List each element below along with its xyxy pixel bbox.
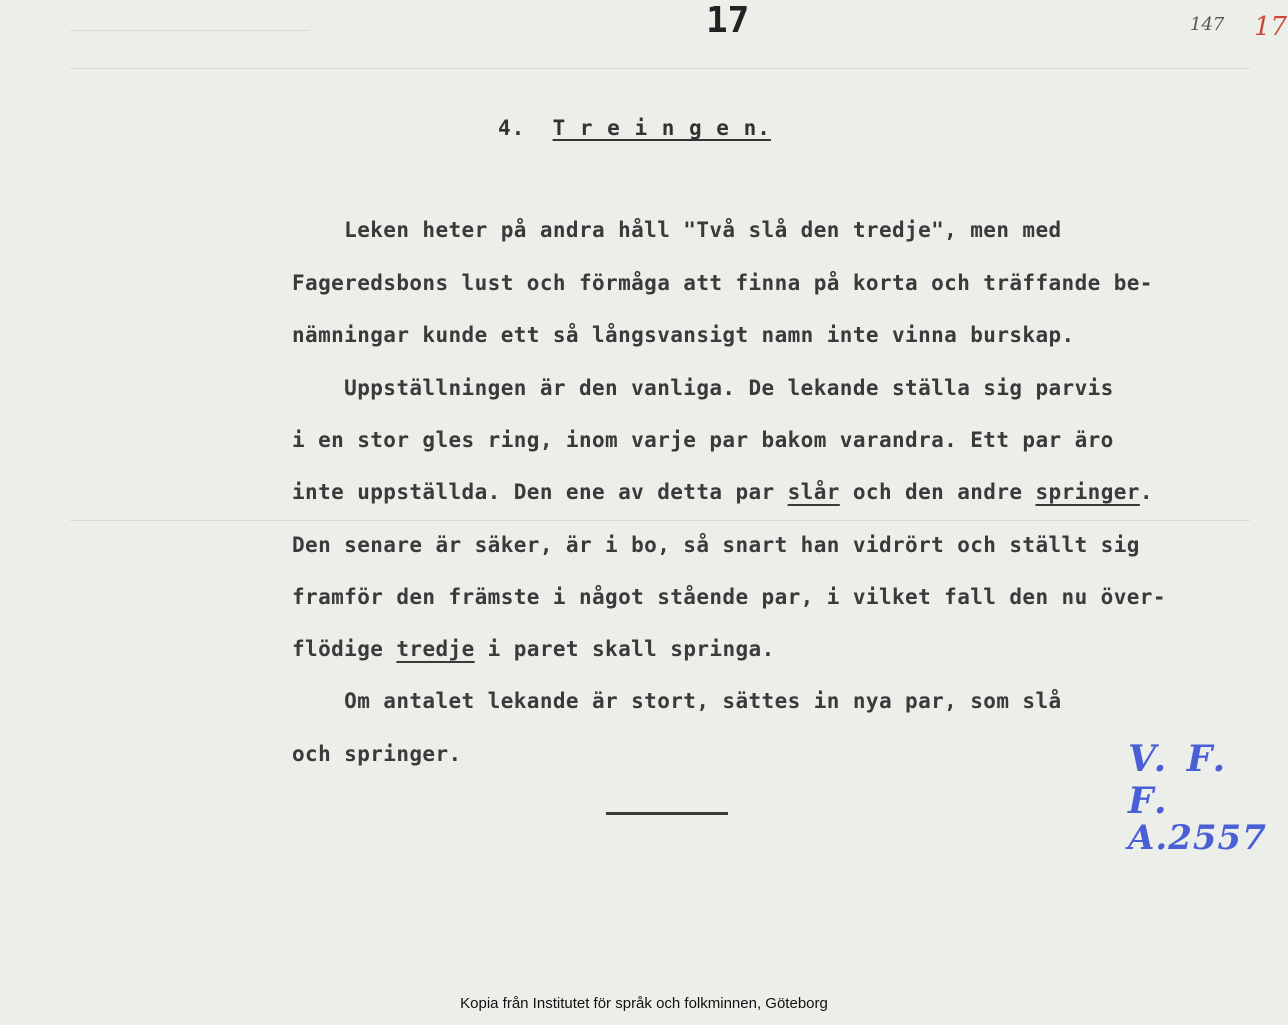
section-heading xyxy=(498,116,771,140)
text-line-2: Fageredsbons lust och förmåga att finna på korta och träffande be- xyxy=(292,271,1153,295)
text-line-8: framför den främste i något stående par, i vilket fall den nu över- xyxy=(292,585,1166,609)
archive-stamp xyxy=(1128,738,1288,858)
section-title: T r e i n g e n. xyxy=(552,116,771,140)
line6-pre: inte uppställda. Den ene av detta par xyxy=(292,480,788,504)
text-line-1: Leken heter på andra håll "Två slå den tredje", men med xyxy=(292,218,1062,242)
text-line-3: nämningar kunde ett så långsvansigt namn inte vinna burskap. xyxy=(292,323,1075,347)
text-line-5: i en stor gles ring, inom varje par bakom varandra. Ett par äro xyxy=(292,428,1114,452)
stamp-line-2: A.2557 xyxy=(1128,818,1267,858)
line6-post: . xyxy=(1139,480,1153,504)
red-page-number: 17 xyxy=(1254,12,1288,42)
line9-pre: flödige xyxy=(292,637,397,661)
line9-post: i paret skall springa. xyxy=(474,637,775,661)
text-line-7: Den senare är säker, är i bo, så snart han vidrört och ställt sig xyxy=(292,533,1140,557)
archive-number: 147 xyxy=(1190,14,1225,35)
text-line-9 xyxy=(292,637,775,661)
stamp-line-1: V. F. F. xyxy=(1128,738,1230,822)
underlined-tredje: tredje xyxy=(396,637,475,661)
underlined-springer: springer xyxy=(1035,480,1140,504)
section-number: 4. xyxy=(498,116,526,140)
text-line-11: och springer. xyxy=(292,742,462,766)
text-line-10: Om antalet lekande är stort, sättes in nya par, som slå xyxy=(292,689,1062,713)
line6-mid: och den andre xyxy=(839,480,1036,504)
page-number: 17 xyxy=(706,0,750,41)
text-line-4: Uppställningen är den vanliga. De lekande ställa sig parvis xyxy=(292,376,1114,400)
text-line-6 xyxy=(292,480,1153,504)
end-rule xyxy=(606,812,728,815)
underlined-slar: slår xyxy=(787,480,840,504)
footer-credit: Kopia från Institutet för språk och folkminnen, Göteborg xyxy=(460,995,828,1012)
